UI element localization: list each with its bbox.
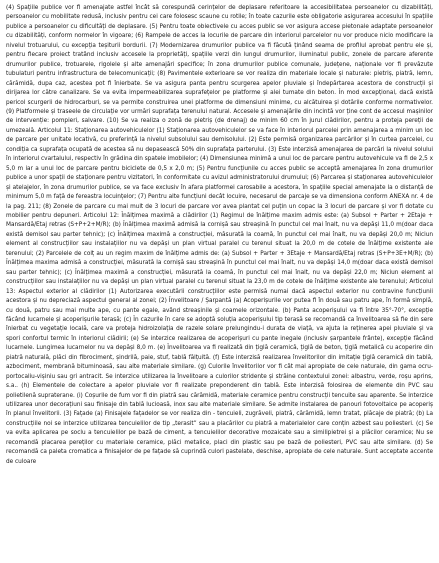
document-page — [6, 3, 433, 560]
document-paragraph: (4) Spațiile publice vor fi amenajate astfel încât să corespundă cerințelor de deplasare referitoare la accesibilitatea persoanelor cu dizabilități, persoanelor cu mobilitate redusă, inclusiv pentru cei care folosesc scaune cu rotile; în toate cazurile este obligatorie asigurarea accesului în spațiile publice a persoanelor cu dificultăți de deplasare. (5) Pentru toate obiectivele cu acces public se vor asigura accese pietonale adaptate persoanelor cu dizabilități, conform normelor în vigoare; (6) Rampele de acces la locurile de parcare din interiorul parcelelor nu vor produce nicio modificare la nivelul trotuarului, cu excepția teșiturii bordurii. (7) Modernizarea drumurilor publice va fi făcută ținând seama de profilul aprobat pentru ele și, pentru fiecare proiect tratând inclusiv accesele la proprietăți, spațiile verzi din lungul drumurilor, iluminatul public, zonele de parcare aferente drumurilor publice, trotuarele, rigolele și alte amenajări specifice; în zona drumurilor publice comunale, județene, naționale vor fi prevăzute tubulaturi pentru infrastructura de telecomunicații; (8) Pavimentele exterioare se vor realiza din materiale locale și naturale: pietriș, piatră, lemn, cărămidă, dupa caz, acestea pot fi înierbate. Se va asigura panta pentru scurgerea apelor pluviale și îndepărtarea acestora de construcții și dirijarea lor către canalizare. Se va evita impermeabilizarea suprafețelor pe platforme și alei tumate din beton. În mod excepțional, dacă există pericol scurgerii de hidrocarburi, se va permite construirea unei platforme de dimensiuni minime, cu alcătuirea și dotările conforme normativelor. (9) Platformele și traseele de circulație vor urmări suprafața terenului natural. Accesele și amenajările din incintă vor ține cont de accesul mașinilor de intervenție: pompieri, salvare. (10) Se va realiza o zonă de pietriș (de drenaj) de minim 60 cm în jurul clădirilor, pentru a proteja pereții de umezeală. Articolul 11: Staționarea autovehiculelor (1) Staționarea autovehiculelor se va face în interiorul parcelei prin amenajarea a minim un loc de parcare per unitate locativă, cu preferință la nivelul subsolului sau demisolului. (2) Este permisă organizarea parcărilor și în curtea parcelei, cu condiția ca suprafața ocupată de acestea să nu depasească 50% din suprafața parterului. (3) Este interzisă amenajarea de parcări la nivelul solului în interiorul cvartalului, respectiv în grădina din spatele imobilelor; (4) Dimensiunea minimă a unui loc de parcare pentru autovehicule va fi de 2,5 x 5,0 m iar a unui loc de parcare pentru biciclete de 0,5 x 2,0 m; (5) Pentru funcțiunile cu acces public se acceptă amenajarea în zona drumurilor publice a unor spații de staționare pentru vizitatori, în conformitate cu avizul administratorului drumului; (6) Parcarea și staționarea autovehiculelor și atelajelor, în zona drumurilor publice, se va face exclusiv în afara platformei carosabile a acestora, în spațiile special amenajate la o distanță de minimum 5,0 m față de fereastra locuințelor; (7) Pentru alte funcțiuni decât locuire, necesarul de parcaje se va dimensiona conform ANEXA nr. 4 de la pag. 211; (8) Zonele de parcare cu mai mult de 3 locuri de parcare vor avea plantat cel puțin un copac la 3 locuri de parcare și vor fi dotate cu mobilier pentru depuneri. Articolul 12: Înălțimea maximă a clădirilor (1) Regimul de înălțime maxim admis este: (a) Subsol + Parter + 2Etaje + Mansardă/Etaj retras (S+P+2+M/R); (b) Înălțimea maximă admisă la cornișă sau streașină în punctul cel mai înalt, nu va depăși 11,0 m(doar daca există demisol sau parter tehnic); (c) Înălțimea maximă a construcției, măsurată la coamă, în punctul cel mai înalt, nu va depăși 20,0 m; Niciun element al construcțiilor sau instalațiilor nu va depăși un plan virtual paralel cu terenul situat la 20,0 m de cotele de înălțime existente ale terenului; (2) Parcelele de colț au un regim maxim de înălțime admis de: (a) Subsol + Parter + 3Etaje + Mansardă/Etaj retras (S+P+3E+M/R); (b) Înălțimea maxima admisă a construcției, măsurată la cornișă sau streașină în punctul cel mai înalt, nu va depăși 14,0 m(doar daca există demisol sau parter tehnic); (c) Înălțimea maximă a construcției, măsurată la coamă, în punctul cel mai înalt, nu va depăși 22,0 m; Niciun element al construcțiilor sau instalațiilor nu va depăși un plan virtual paralel cu terenul situat la 23,0 m de cotele de înălțime existente ale terenului; Articolul 13: Aspectul exterior al clădirilor (1) Autorizarea executării construcțiilor este permisă numai dacă aspectul exterior nu contravine funcțiunii acestora și nu depreciază aspectul general al zonei; (2) Învelitoare / Șarpantă (a) Acoperișurile vor putea fi în două sau patru ape, în formă simplă, cu două, patru sau mai multe ape, cu pante egale, având streașinile și coamele orizontale. (b) Panta acoperișului va fi între 35°-70°, excepție făcând lucarnele și acoperișurile terasă; (c) În cazurile în care se adoptă soluția acoperișului tip terasă se recomandă ca învelitoarea să fie din sere înierbat cu vegetație locală, care va proteja hidroizolația de razele solare prelungindu-i durata de viață, va ajuta la reținerea apei pluviale și va spori confortul termic în interiorul clădirii; (e) Se interzice realizarea de acoperișuri cu pante inegale (inclusiv șarpantele frânte), excepție făcând lucarnele. Lungimea lucarnelor nu va depăși 8,0 m. (e) Învelitoarea va fi realizată din țiglă ceramică, țiglă de beton, țiglă metalică cu acoperire din piatră naturală, plăci din fibrociment, șindrilă, paie, stuf, tablă fălțuită. (f) Este interzisă realizarea învelitorilor din imitație țiglă ceramică din tablă, azbociment, membrană bituminoasă, sau alte materiale similare. (g) Culorile învelitorilor vor fi cât mai apropiate de cele naturale, din gama ocru-portocaliu-vișiniu sau gri antracit. Se interzice utilizarea la învelitoare a culorilor stridente și străine contextului zonei: albastru, verde, roșu aprins, s.a.. (h) Elementele de colectare a apelor pluviale vor fi realizate preponderent din tablă. Este interzisă folosirea de elemente din PVC sau polietilenă supraterane. (i) Coșurile de fum vor fi din piatră sau cărămidă, materiale ceramice pentru construcții tencuite sau aparente. Se interzice utilizarea unor decorațiuni sau finisaje din tablă lucioasă, inox sau alte materiale similare. Se admite instalarea de panouri fotovoltaice pe acoperiș în planul învelitorii. (3) Fațade (a) Finisajele fațadelor se vor realiza din - tencuieli, zugrăveli, piatră, cărămidă, lemn tratat, plăcaje de piatră; (b) La construcțiile noi se interzice utilizarea tencuielilor de tip „terasit” sau a placărilor cu piatră a materialelor care conțin azbest sau poliesteri. (c) Se va evita aplicarea pe soclu a tencuielilor pe bază de ciment, a tencuielilor decorative mozaicate sau a similipietrei și a plăcilor ceramice; Nu se recomandă placarea pereților cu materiale ceramice, plăci metalice, placi din plastic sau pe bază de poliesteri, PVC sau alte similare. (d) Se recomandă ca paleta cromatica a finisajelor de pe fațade să cuprindă culori pastelate, deschise, apropiate de cele naturale. Sunt acceptate accente de culoare — [6, 3, 433, 465]
